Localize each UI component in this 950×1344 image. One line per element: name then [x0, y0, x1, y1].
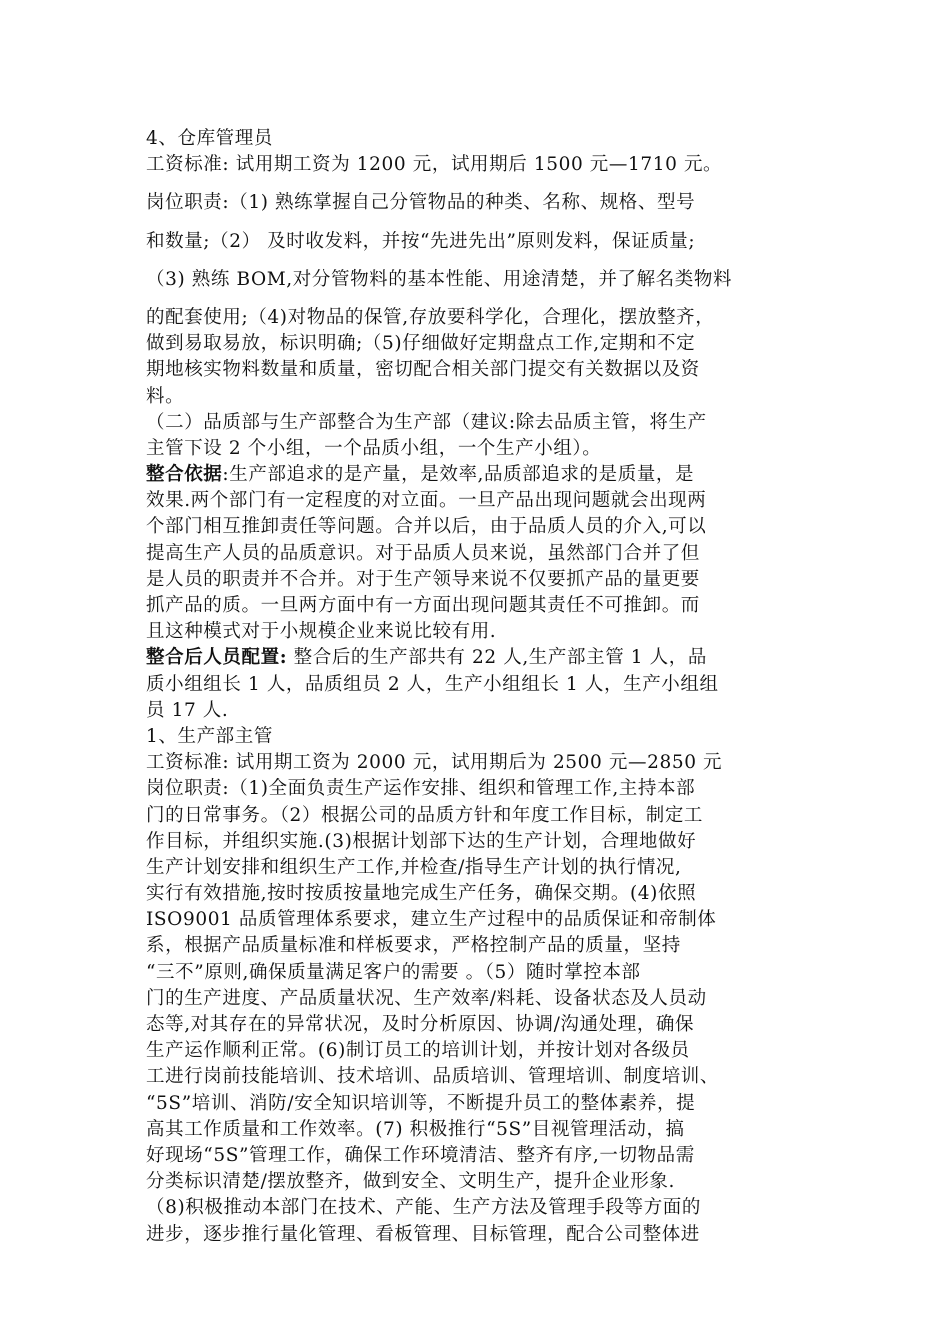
basis-line: 提高生产人员的品质意识。对于品质人员来说，虽然部门合并了但 [146, 542, 700, 564]
basis-line: 抓产品的质。一旦两方面中有一方面出现问题其责任不可推卸。而 [146, 595, 700, 616]
warehouse-duty-line: 岗位职责:（1) 熟练掌握自己分管物品的种类、名称、规格、型号 [146, 192, 696, 214]
staffing-label: 整合后人员配置: [146, 647, 288, 669]
production-duty-line: （8)积极推动本部门在技术、产能、生产方法及管理手段等方面的 [146, 1197, 701, 1219]
basis-line: 个部门相互推卸责任等问题。合并以后，由于品质人员的介入,可以 [146, 516, 707, 538]
document-page [146, 126, 810, 1248]
warehouse-duty-line: 做到易取易放，标识明确;（5)仔细做好定期盘点工作,定期和不定 [146, 333, 696, 355]
production-manager-heading: 1、生产部主管 [146, 725, 273, 747]
staffing-first-text: 整合后的生产部共有 22 人,生产部主管 1 人，品 [293, 647, 707, 669]
production-duty-line: 系，根据产品质量标准和样板要求，严格控制产品的质量，坚持 [146, 935, 681, 957]
warehouse-duty-line: 和数量;（2） 及时收发料，并按“先进先出”原则发料，保证质量; [146, 230, 696, 252]
production-duty-line: 进步，逐步推行量化管理、看板管理、目标管理，配合公司整体进 [146, 1223, 700, 1245]
warehouse-duty-line: （3) 熟练 BOM,对分管物料的基本性能、用途清楚，并了解名类物料 [146, 268, 733, 290]
warehouse-duty-line: 的配套使用;（4)对物品的保管,存放要科学化，合理化，摆放整齐， [146, 306, 715, 328]
staffing-line: 质小组组长 1 人，品质组员 2 人，生产小组组长 1 人，生产小组组 [146, 673, 719, 695]
staffing-line: 员 17 人. [146, 699, 229, 721]
merge-section-line: （二）品质部与生产部整合为生产部（建议:除去品质主管，将生产 [146, 411, 707, 433]
basis-first-line [146, 462, 810, 488]
production-duty-line: 岗位职责:（1)全面负责生产运作安排、组织和管理工作,主持本部 [146, 778, 696, 800]
basis-label: 整合依据 [146, 464, 223, 486]
basis-line: 且这种模式对于小规模企业来说比较有用. [146, 621, 497, 643]
production-duty-line: “三不”原则,确保质量满足客户的需要 。（5）随时掌控本部 [146, 961, 641, 983]
warehouse-salary: 工资标准: 试用期工资为 1200 元，试用期后 1500 元—1710 元。 [146, 154, 723, 176]
production-manager-salary: 工资标准: 试用期工资为 2000 元，试用期后为 2500 元—2850 元 [146, 752, 723, 774]
production-duty-line: “5S”培训、消防/安全知识培训等，不断提升员工的整体素养，提 [146, 1092, 696, 1114]
basis-first-text: :生产部追求的是产量，是效率,品质部追求的是质量，是 [222, 464, 695, 486]
warehouse-heading: 4、仓库管理员 [146, 128, 273, 149]
staffing-first-line [146, 645, 810, 671]
production-duty-line: 工进行岗前技能培训、技术培训、品质培训、管理培训、制度培训、 [146, 1066, 720, 1088]
production-duty-line: 门的日常事务。（2）根据公司的品质方针和年度工作目标，制定工 [146, 804, 704, 826]
production-duty-line: 生产计划安排和组织生产工作,并检查/指导生产计划的执行情况, [146, 856, 682, 878]
production-duty-line: 高其工作质量和工作效率。(7) 积极推行“5S”目视管理活动，搞 [146, 1118, 685, 1140]
basis-line: 效果.两个部门有一定程度的对立面。一旦产品出现问题就会出现两 [146, 490, 707, 512]
production-duty-line: 实行有效措施,按时按质按量地完成生产任务，确保交期。(4)依照 [146, 883, 697, 905]
production-duty-line: 作目标，并组织实施.(3)根据计划部下达的生产计划，合理地做好 [146, 830, 697, 852]
production-duty-line: 态等,对其存在的异常状况，及时分析原因、协调/沟通处理，确保 [146, 1014, 695, 1035]
basis-line: 是人员的职责并不合并。对于生产领导来说不仅要抓产品的量更要 [146, 568, 700, 590]
production-duty-line: 好现场“5S”管理工作，确保工作环境清洁、整齐有序,一切物品需 [146, 1144, 695, 1166]
production-duty-line: 分类标识清楚/摆放整齐，做到安全、文明生产，提升企业形象. [146, 1171, 676, 1193]
production-duty-line: ISO9001 品质管理体系要求，建立生产过程中的品质保证和帝制体 [146, 909, 717, 931]
warehouse-duty-line: 期地核实物料数量和质量，密切配合相关部门提交有关数据以及资 [146, 359, 700, 381]
warehouse-duty-line: 料。 [146, 385, 185, 407]
production-duty-line: 生产运作顺利正常。(6)制订员工的培训计划，并按计划对各级员 [146, 1040, 690, 1062]
production-duty-line: 门的生产进度、产品质量状况、生产效率/料耗、设备状态及人员动 [146, 987, 707, 1009]
merge-section-line: 主管下设 2 个小组，一个品质小组，一个生产小组）。 [146, 437, 602, 459]
